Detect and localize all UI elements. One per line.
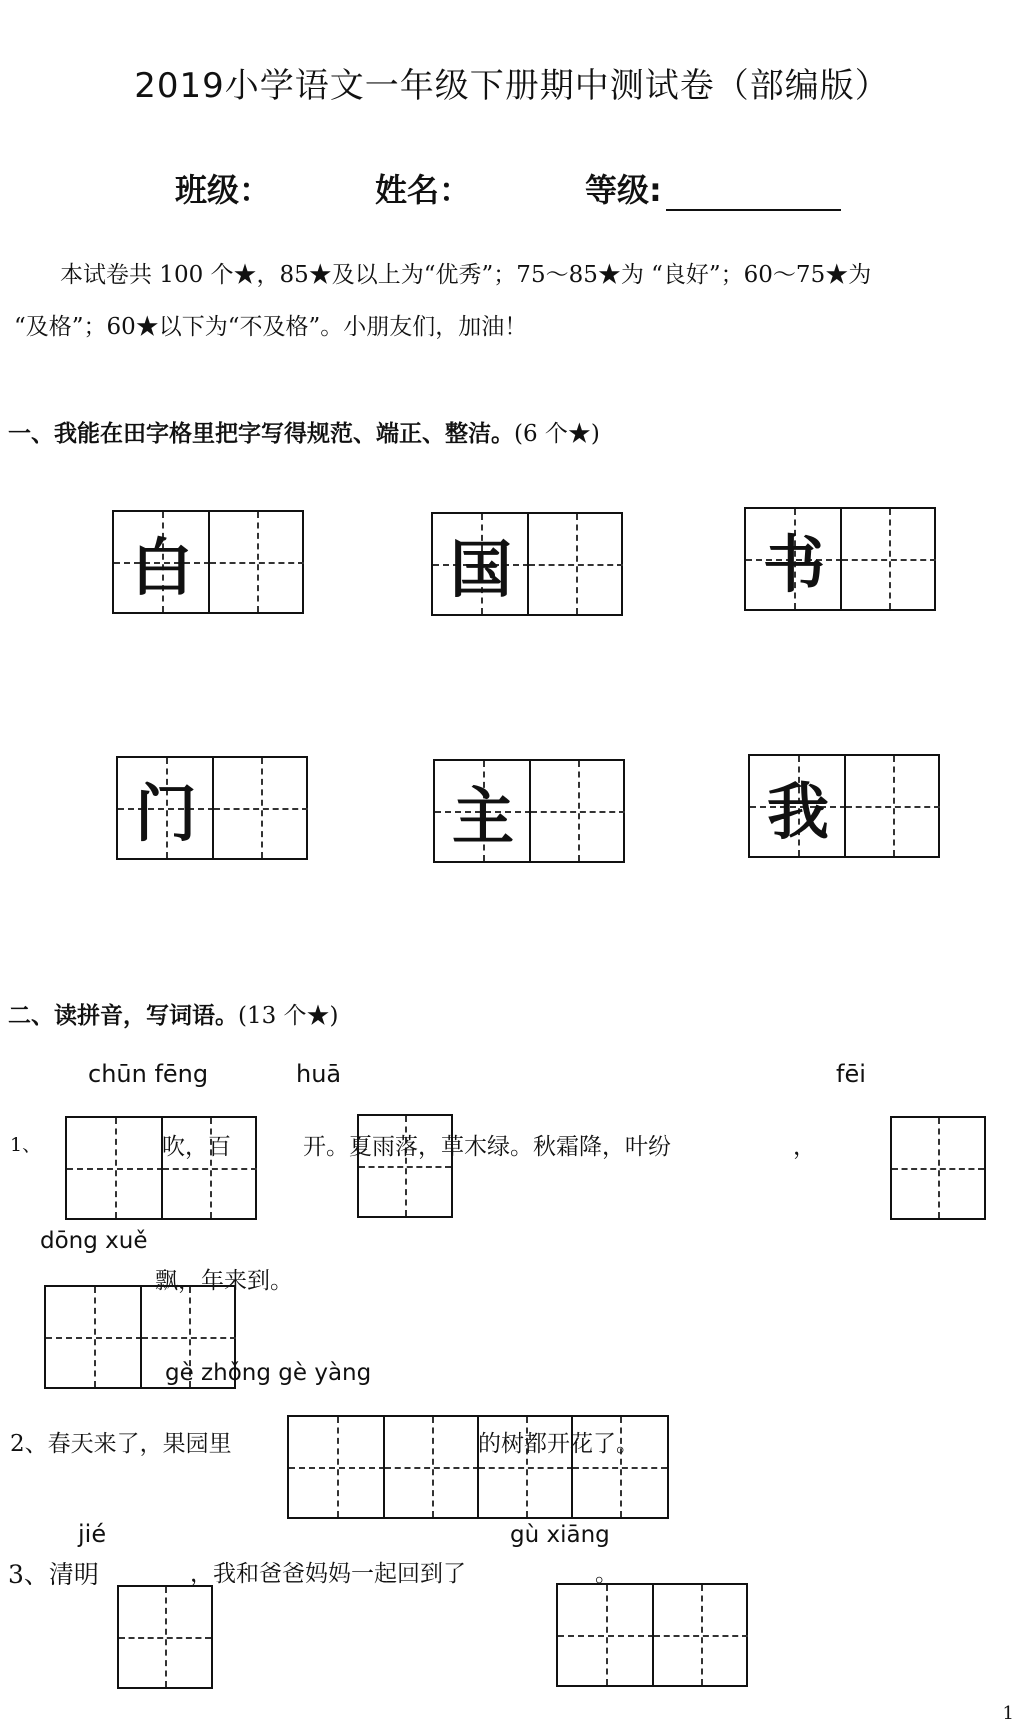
grade-blank[interactable] — [666, 179, 841, 211]
answer-cell[interactable] — [67, 1118, 163, 1218]
pinyin-dongxue: dōng xuě — [40, 1228, 148, 1254]
q3-middle: ，我和爸爸妈妈一起回到了 — [190, 1561, 466, 1587]
q2-suffix: 的树都开花了。 — [478, 1431, 639, 1457]
page-number: 1 — [1002, 1703, 1014, 1724]
answer-cell[interactable] — [119, 1587, 211, 1687]
writing-grid-zhu — [433, 759, 625, 863]
model-char: 门 — [134, 776, 197, 850]
grade-field — [585, 165, 841, 211]
intro-line-2: “及格”；60★以下为“不及格”。小朋友们，加油！ — [14, 314, 528, 340]
name-label: 姓名： — [375, 171, 472, 209]
writing-grid-bai — [112, 510, 304, 614]
pinyin-gezhonggeyang: gè zhǒng gè yàng — [165, 1360, 372, 1386]
pinyin-jie: jié — [78, 1520, 107, 1548]
answer-grid-guxiang[interactable] — [556, 1583, 748, 1687]
writing-grid-shu — [744, 507, 936, 611]
model-char: 白 — [130, 530, 193, 604]
q1-text-d: 飘，年来到。 — [155, 1268, 293, 1294]
writing-grid-men — [116, 756, 308, 860]
section-2-points: (13 个★) — [238, 1003, 339, 1029]
class-label: 班级： — [175, 171, 272, 209]
section-1-points: (6 个★) — [514, 421, 600, 447]
answer-cell[interactable] — [892, 1118, 984, 1218]
section-1-heading — [8, 415, 600, 448]
writing-grid-guo — [431, 512, 623, 616]
writing-grid-wo — [748, 754, 940, 858]
practice-cell[interactable] — [529, 761, 625, 861]
practice-cell[interactable] — [844, 756, 940, 856]
model-cell — [114, 512, 210, 612]
model-cell — [746, 509, 842, 609]
model-cell — [435, 761, 531, 861]
answer-cell[interactable] — [558, 1585, 654, 1685]
q1-text-a: 吹，百 — [162, 1134, 231, 1160]
answer-cell[interactable] — [383, 1417, 479, 1517]
grade-label: 等级: — [585, 171, 662, 209]
q2-prefix: 2、春天来了，果园里 — [10, 1431, 232, 1457]
practice-cell[interactable] — [208, 512, 304, 612]
model-char: 我 — [766, 774, 829, 848]
model-char: 国 — [449, 532, 512, 606]
section-2-title: 二、读拼音，写词语。 — [8, 1002, 238, 1029]
answer-grid-fei[interactable] — [890, 1116, 986, 1220]
pinyin-guxiang: gù xiāng — [510, 1522, 610, 1548]
practice-cell[interactable] — [212, 758, 308, 858]
answer-cell[interactable] — [46, 1287, 142, 1387]
answer-grid-jie[interactable] — [117, 1585, 213, 1689]
model-cell — [118, 758, 214, 858]
pinyin-chunfeng: chūn fēng — [88, 1060, 209, 1088]
intro-line-1: 本试卷共 100 个★，85★及以上为“优秀”；75～85★为 “良好”；60～75★为 — [60, 262, 872, 288]
answer-cell[interactable] — [652, 1585, 748, 1685]
q3-prefix: 3、清明 — [8, 1560, 99, 1589]
page-title: 2019小学语文一年级下册期中测试卷（部编版） — [134, 66, 890, 106]
pinyin-fei: fēi — [836, 1060, 866, 1088]
answer-cell[interactable] — [289, 1417, 385, 1517]
model-char: 书 — [762, 527, 825, 601]
practice-cell[interactable] — [527, 514, 623, 614]
model-char: 主 — [451, 779, 514, 853]
model-cell — [433, 514, 529, 614]
section-2-heading — [8, 997, 339, 1030]
question-1-number: 1、 — [10, 1134, 42, 1156]
section-1-title: 一、我能在田字格里把字写得规范、端正、整洁。 — [8, 420, 514, 447]
q3-end: 。 — [595, 1561, 618, 1587]
q1-text-b: 开。夏雨落，草木绿。秋霜降，叶纷 — [303, 1134, 671, 1160]
model-cell — [750, 756, 846, 856]
practice-cell[interactable] — [840, 509, 936, 609]
pinyin-hua: huā — [296, 1060, 342, 1088]
q1-text-c: ， — [793, 1134, 816, 1160]
